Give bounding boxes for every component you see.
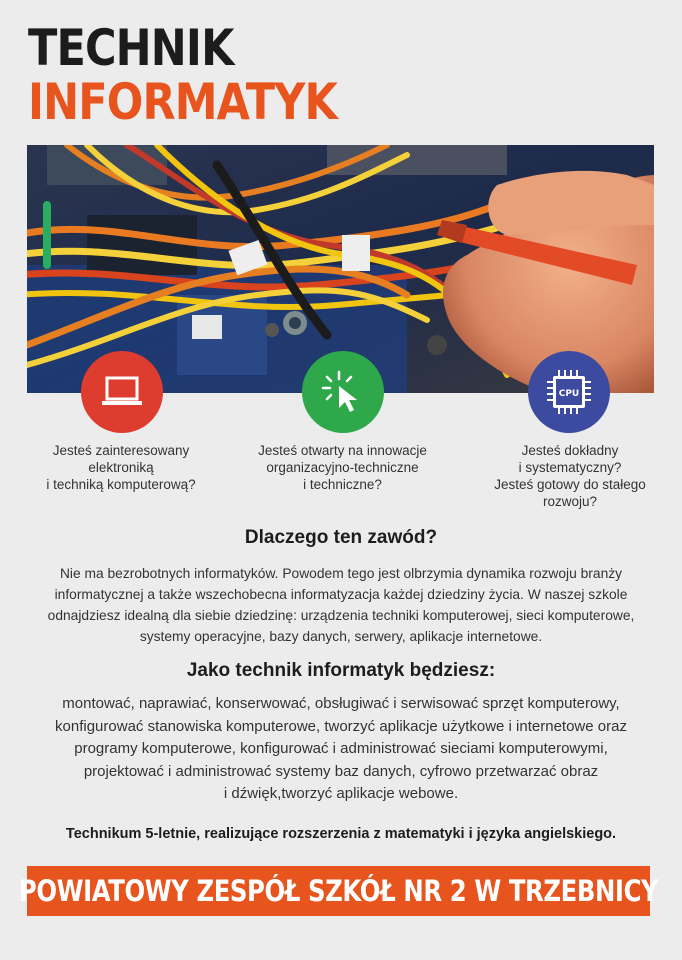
- school-banner: [18, 866, 659, 916]
- title-line-1: TECHNIK: [28, 19, 234, 77]
- school-name: POWIATOWY ZESPÓŁ SZKÓŁ NR 2 W TRZEBNICY: [18, 874, 659, 908]
- why-heading: Dlaczego ten zawód?: [244, 527, 438, 548]
- feature-innovation: Jesteś otwarty na innowacje organizacyjno-techniczne i techniczne?: [258, 443, 427, 492]
- title-line-2: INFORMATYK: [28, 73, 337, 131]
- feature-systematic: Jesteś dokładny i systematyczny? Jesteś gotowy do stałego rozwoju?: [494, 443, 646, 509]
- cursor-click-icon: [302, 351, 384, 433]
- computer-icon: [81, 351, 163, 433]
- technikum-note: Technikum 5-letnie, realizujące rozszerzenia z matematyki i języka angielskiego.: [65, 826, 617, 842]
- why-paragraph: Nie ma bezrobotnych informatyków. Powodem tego jest olbrzymia dynamika rozwoju branży informatycznej a także wszechobecna informatyzacja każdej dziedziny życia. W naszej szkole odnajdziesz idealną dla siebie dziedzinę: urządzenia techniki komputerowej, sieci komputerowe, systemy operacyjne, bazy danych, serwery, aplikacje internetowe.: [47, 566, 635, 644]
- skills-heading: Jako technik informatyk będziesz:: [186, 660, 496, 681]
- feature-electronics: Jesteś zainteresowany elektroniką i techniką komputerową?: [46, 443, 196, 492]
- skills-paragraph: montować, naprawiać, konserwować, obsługiwać i serwisować sprzęt komputerowy, konfigurować stanowiska komputerowe, tworzyć aplikacje użytkowe i internetowe oraz programy komputerowe, konfigurować i administrować sieciami komputerowymi, projektować i administrować systemy baz danych, cyfrowo przetwarzać obraz i dźwięk,tworzyć aplikacje webowe.: [55, 695, 627, 802]
- cpu-label: CPU: [558, 389, 580, 399]
- cpu-icon: [528, 351, 610, 433]
